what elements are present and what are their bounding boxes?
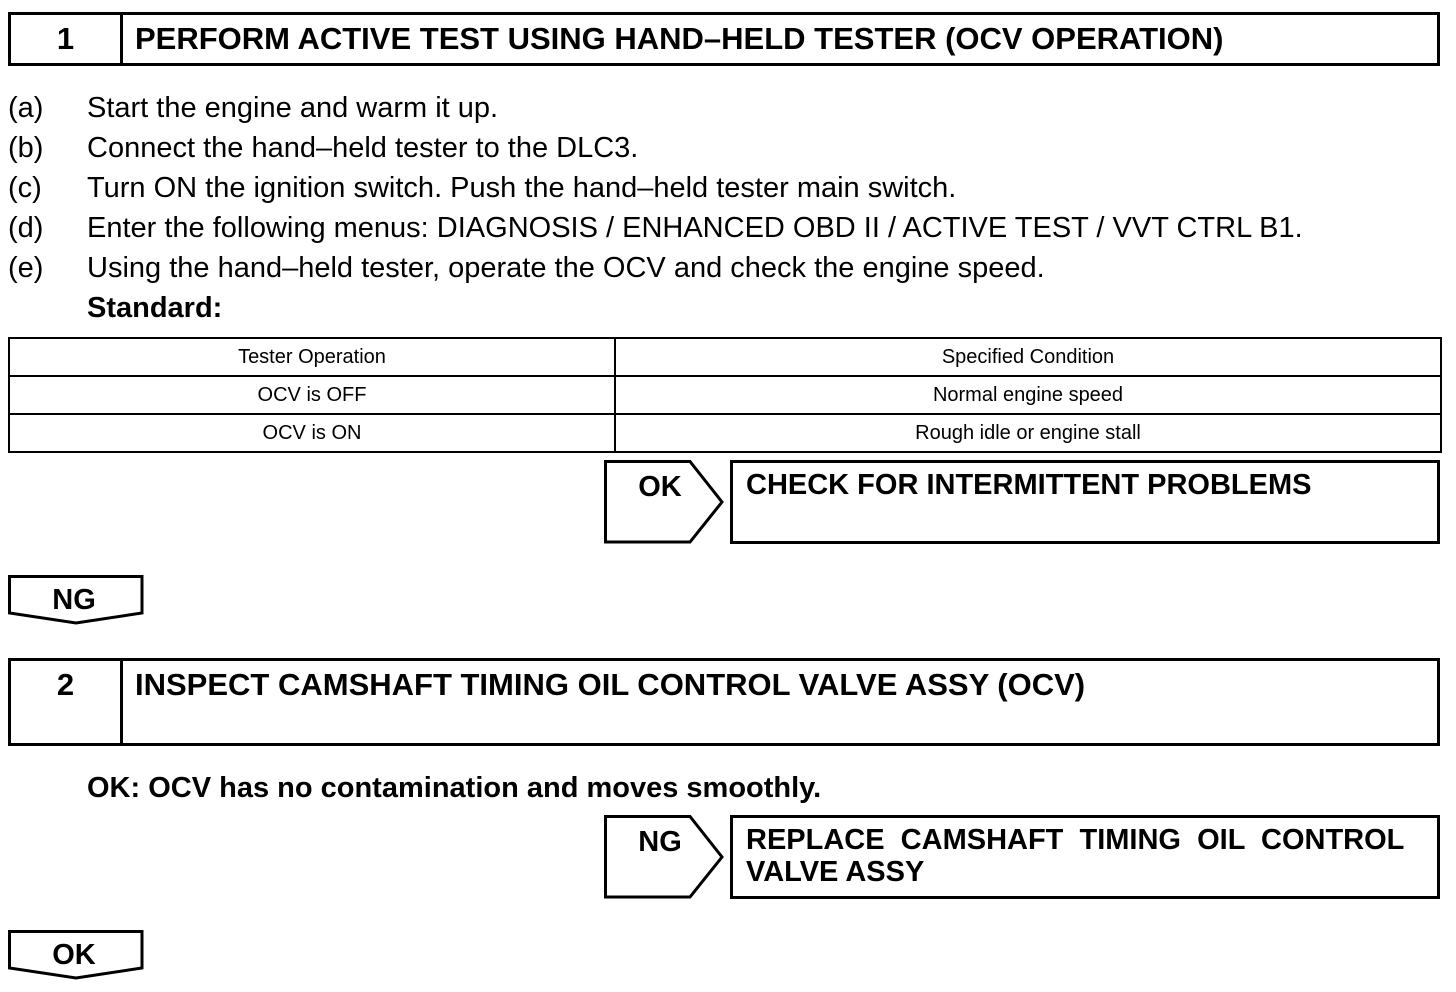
instruction-label: (d) <box>8 212 44 244</box>
instruction-text: Turn ON the ignition switch. Push the hand–held tester main switch. <box>87 172 957 204</box>
step-2-ng-result-line-2: VALVE ASSY <box>746 856 925 888</box>
instruction-label: (a) <box>8 92 44 124</box>
step-2-ok-condition: OK: OCV has no contamination and moves smoothly. <box>87 772 822 804</box>
step-2-ng-result <box>730 815 1440 899</box>
table-header-cell: Tester Operation <box>9 338 615 376</box>
step-2-ng-result-line-1: REPLACE CAMSHAFT TIMING OIL CONTROL <box>746 824 1405 856</box>
instruction-b <box>8 130 1440 166</box>
step-1-number: 1 <box>11 15 123 63</box>
step-2-number: 2 <box>11 661 123 743</box>
step-1-header <box>8 12 1440 66</box>
standard-label: Standard: <box>87 292 223 324</box>
spec-table <box>8 337 1442 453</box>
table-cell: Rough idle or engine stall <box>615 414 1441 452</box>
step-2-ok-tab <box>8 930 146 982</box>
instruction-c <box>8 170 1440 206</box>
instruction-label: (e) <box>8 252 44 284</box>
instruction-e <box>8 250 1440 286</box>
step-1-ok-label: OK <box>638 471 682 503</box>
instruction-label: (c) <box>8 172 42 204</box>
instruction-text: Start the engine and warm it up. <box>87 92 499 124</box>
table-row <box>9 376 1441 414</box>
table-header-row <box>9 338 1441 376</box>
step-1-ok-result <box>730 460 1440 544</box>
instruction-text: Enter the following menus: DIAGNOSIS / ENHANCED OBD II / ACTIVE TEST / VVT CTRL B1. <box>87 212 1303 244</box>
step-2-header <box>8 658 1440 746</box>
instruction-text: Connect the hand–held tester to the DLC3. <box>87 132 639 164</box>
step-1-ok-arrow <box>604 460 728 546</box>
step-1-ng-tab <box>8 575 146 627</box>
step-1-ok-result-text: CHECK FOR INTERMITTENT PROBLEMS <box>746 469 1312 501</box>
instruction-d <box>8 210 1440 246</box>
instruction-a <box>8 90 1440 126</box>
table-cell: OCV is OFF <box>9 376 615 414</box>
step-1-ng-label: NG <box>52 584 96 616</box>
instruction-label: (b) <box>8 132 44 164</box>
table-cell: Normal engine speed <box>615 376 1441 414</box>
step-2-ng-label: NG <box>638 826 682 858</box>
table-header-cell: Specified Condition <box>615 338 1441 376</box>
table-row <box>9 414 1441 452</box>
step-2-title: INSPECT CAMSHAFT TIMING OIL CONTROL VALVE ASSY (OCV) <box>135 667 1086 702</box>
instruction-text: Using the hand–held tester, operate the OCV and check the engine speed. <box>87 252 1045 284</box>
step-2-ok-label: OK <box>52 939 96 971</box>
step-2-ng-arrow <box>604 815 728 901</box>
step-1-title: PERFORM ACTIVE TEST USING HAND–HELD TESTER (OCV OPERATION) <box>135 21 1224 56</box>
table-cell: OCV is ON <box>9 414 615 452</box>
